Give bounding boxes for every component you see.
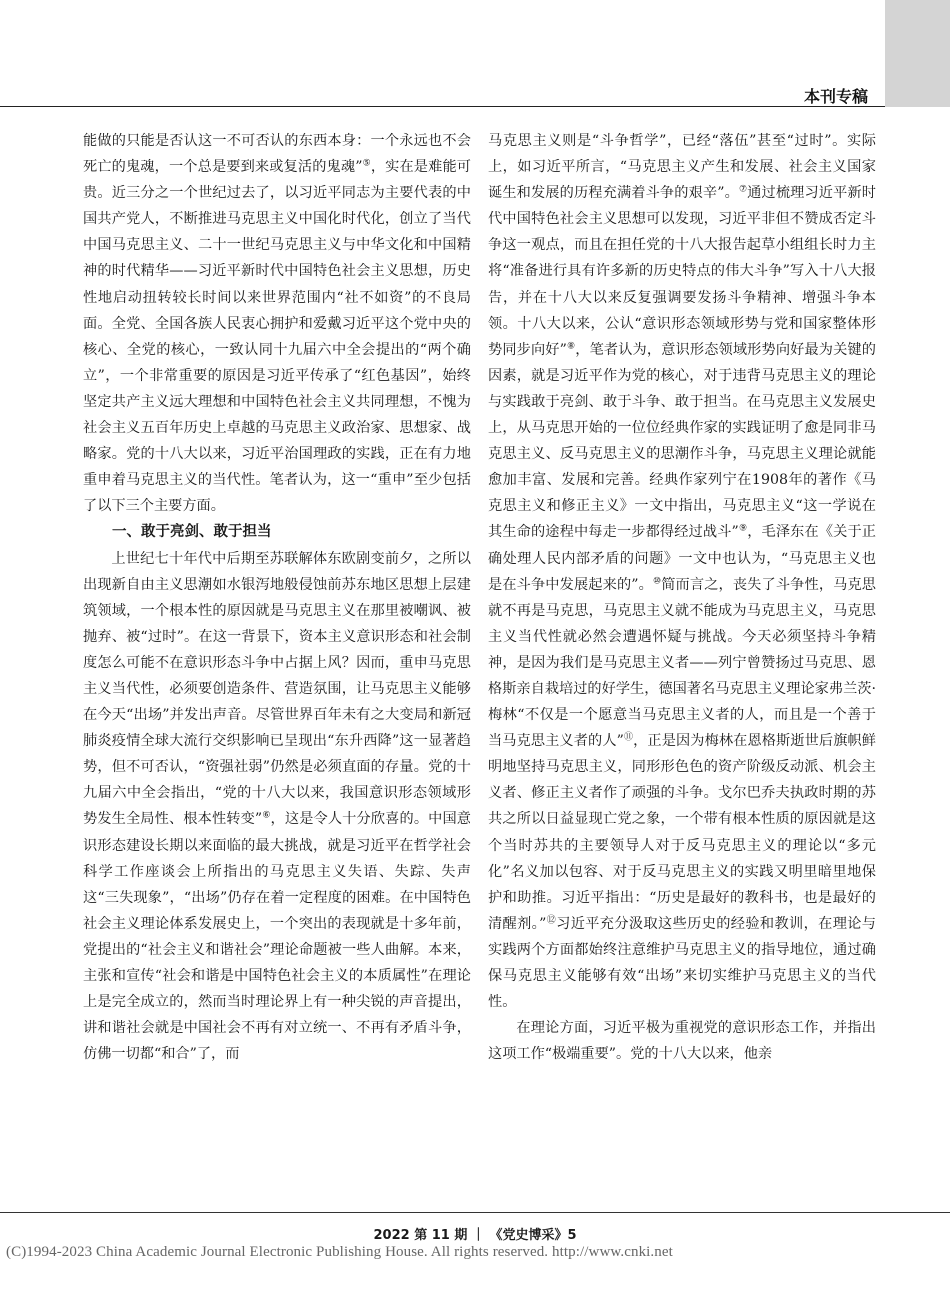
footer-journal: 《党史博采》5 xyxy=(489,1228,577,1243)
paragraph-text: 马克思主义则是“斗争哲学”，已经“落伍”甚至“过时”。实际上，如习近平所言，“马克思主义产生和发展、社会主义国家诞生和发展的历程充满着斗争的艰辛”。 xyxy=(488,133,876,202)
paragraph: 在理论方面，习近平极为重视党的意识形态工作，并指出这项工作“极端重要”。党的十八大以来，他亲 xyxy=(488,1020,876,1063)
paragraph-text: ，这是令人十分欣喜的。中国意识形态建设长期以来面临的最大挑战，就是习近平在哲学社会科学工作座谈会上所指出的马克思主义失语、失踪、失声这“三失现象”，“出场”仍存在着一定程度的困难。在中国特色社会主义理论体系发展史上，一个突出的表现就是十多年前，党提出的“社会主义和谐社会”理论命题被一些人曲解。本来，主张和宣传“社会和谐是中国特色社会主义的本质属性”在理论上是完全成立的，然而当时理论界上有一种尖锐的声音提出，讲和谐社会就是中国社会不再有对立统一、不再有矛盾斗争，仿佛一切都“和合”了，而 xyxy=(83,811,471,1063)
paragraph xyxy=(83,128,471,519)
left-column xyxy=(83,128,471,1067)
section-heading: 一、敢于亮剑、敢于担当 xyxy=(112,524,272,541)
paragraph-text: 上世纪七十年代中后期至苏联解体东欧剧变前夕，之所以出现新自由主义思潮如水银泻地般侵蚀前苏东地区思想上层建筑领域，一个根本性的原因就是马克思主义在那里被嘲讽、被抛弃、被“过时”。在这一背景下，资本主义意识形态和社会制度怎么可能不在意识形态斗争中占据上风？因而，重申马克思主义当代性，必须要创造条件、营造氛围，让马克思主义能够在今天“出场”并发出声音。尽管世界百年未有之大变局和新冠肺炎疫情全球大流行交织影响已呈现出“东升西降”这一显著趋势，但不可否认，“资强社弱”仍然是必须直面的存量。党的十九届六中全会指出，“党的十八大以来，我国意识形态领域形势发生全局性、根本性转变” xyxy=(83,550,471,828)
page-footer xyxy=(0,1224,950,1243)
paragraph-text: ，笔者认为，意识形态领域形势向好最为关键的因素，就是习近平作为党的核心，对于违背马克思主义的理论与实践敢于亮剑、敢于斗争、敢于担当。在马克思主义发展史上，从马克思开始的一位位经典作家的实践证明了愈是同非马克思主义、反马克思主义的思潮作斗争，马克思主义理论就能愈加丰富、发展和完善。经典作家列宁在1908年的著作《马克思主义和修正主义》一文中指出，马克思主义“这一学说在其生命的途程中每走一步都得经过战斗” xyxy=(488,341,876,541)
paragraph-text: ，正是因为梅林在恩格斯逝世后旗帜鲜明地坚持马克思主义，同形形色色的资产阶级反动派、机会主义者、修正主义者作了顽强的斗争。戈尔巴乔夫执政时期的苏共之所以日益显现亡党之象，一个带有根本性质的原因就是这个当时苏共的主要领导人对于反马克思主义的理论以“多元化”名义加以包容、对于反马克思主义的实践又明里暗里地保护和助推。习近平指出：“历史是最好的教科书，也是最好的清醒剂。” xyxy=(488,733,876,932)
footer-issue: 2022 第 11 期 xyxy=(373,1228,468,1243)
footnote-marker: ⑪ xyxy=(623,732,634,743)
footnote-marker: ⑨ xyxy=(738,523,748,534)
header-rule xyxy=(0,106,885,107)
copyright-line: (C)1994-2023 China Academic Journal Electronic Publishing House. All rights reserved. http://www.cnki.net xyxy=(6,1244,673,1260)
footnote-marker: ⑩ xyxy=(653,575,662,586)
paragraph-text: ，实在是难能可贵。近三分之一个世纪过去了，以习近平同志为主要代表的中国共产党人，不断推进马克思主义中国化时代化，创立了当代中国马克思主义、二十一世纪马克思主义与中华文化和中国精神的时代精华——习近平新时代中国特色社会主义思想，历史性地启动扭转较长时间以来世界范围内“社不如资”的不良局面。全党、全国各族人民衷心拥护和爱戴习近平这个党中央的核心、全党的核心，一致认同十九届六中全会提出的“两个确立”，一个非常重要的原因是习近平传承了“红色基因”，始终坚定共产主义远大理想和中国特色社会主义共同理想，不愧为社会主义五百年历史上卓越的马克思主义政治家、思想家、战略家。党的十八大以来，习近平治国理政的实践，正在有力地重申着马克思主义的当代性。笔者认为，这一“重申”至少包括了以下三个主要方面。 xyxy=(83,159,471,515)
paragraph xyxy=(488,128,876,1015)
footer-rule xyxy=(0,1212,950,1213)
footnote-marker: ⑧ xyxy=(566,341,576,352)
section-label: 本刊专稿 xyxy=(803,87,868,106)
paragraph-text: 简而言之，丧失了斗争性，马克思就不再是马克思，马克思主义就不能成为马克思主义，马克思主义当代性就必然会遭遇怀疑与挑战。今天必须坚持斗争精神，是因为我们是马克思主义者——列宁曾赞扬过马克思、恩格斯亲自栽培过的好学生，德国著名马克思主义理论家弗兰茨·梅林“不仅是一个愿意当马克思主义者的人，而且是一个善于当马克思主义者的人” xyxy=(488,576,876,750)
right-column xyxy=(488,128,876,1067)
paragraph-text: 能做的只能是否认这一不可否认的东西本身：一个永远也不会死亡的鬼魂，一个总是要到来或复活的鬼魂” xyxy=(83,133,471,176)
footnote-marker: ⑥ xyxy=(262,810,271,821)
paragraph-text: ，毛泽东在《关于正确处理人民内部矛盾的问题》一文中也认为，“马克思主义也是在斗争中发展起来的”。 xyxy=(488,524,876,593)
paragraph-text: 习近平充分汲取这些历史的经验和教训，在理论与实践两个方面都始终注意维护马克思主义的指导地位，通过确保马克思主义能够有效“出场”来切实维护马克思主义的当代性。 xyxy=(488,915,876,1011)
paragraph xyxy=(83,546,471,1068)
footnote-marker: ⑦ xyxy=(738,184,748,195)
footer-separator: ｜ xyxy=(471,1228,485,1243)
footnote-marker: ⑤ xyxy=(362,158,371,169)
paragraph-text: 通过梳理习近平新时代中国特色社会主义思想可以发现，习近平非但不赞成否定斗争这一观点，而且在担任党的十八大报告起草小组组长时力主将“准备进行具有许多新的历史特点的伟大斗争”写入十八大报告，并在十八大以来反复强调要发扬斗争精神、增强斗争本领。十八大以来，公认“意识形态领域形势与党和国家整体形势同步向好” xyxy=(488,185,876,358)
corner-tab xyxy=(885,0,950,107)
footnote-marker: ⑫ xyxy=(546,915,557,926)
